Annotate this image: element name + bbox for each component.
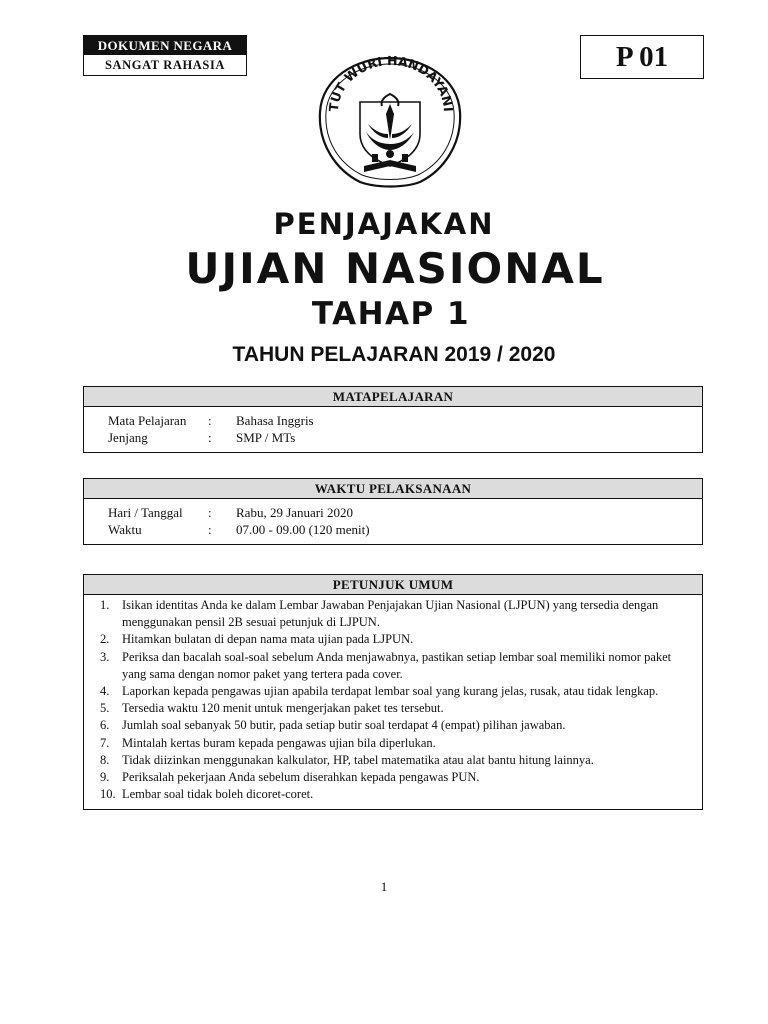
item-number: 1.	[100, 598, 110, 612]
item-number: 6.	[100, 718, 110, 733]
detail-separator: :	[208, 522, 212, 537]
mata-pelajaran-heading: MATAPELAJARAN	[84, 387, 702, 407]
title-ujian-nasional: UJIAN NASIONAL	[185, 244, 605, 293]
item-text: Jumlah soal sebanyak 50 butir, pada setiap butir soal terdapat 4 (empat) pilihan jawaban.	[122, 718, 566, 733]
item-number: 3.	[100, 649, 110, 664]
item-text: Tidak diizinkan menggunakan kalkulator, HP, tabel matematika atau alat bantu hitung lainnya.	[122, 752, 594, 767]
detail-row	[108, 412, 702, 429]
item-text: Mintalah kertas buram kepada pengawas ujian bila diperlukan.	[122, 735, 436, 750]
detail-value: SMP / MTs	[236, 430, 296, 445]
list-item	[92, 631, 690, 648]
item-text: Periksa dan bacalah soal-soal sebelum Anda menjawabnya, pastikan setiap lembar soal memiliki nomor paket yang sama dengan nomor paket yang tertera pada cover.	[122, 649, 672, 681]
detail-label: Mata Pelajaran	[108, 413, 187, 428]
item-number: 10.	[100, 787, 116, 802]
detail-separator: :	[208, 413, 212, 428]
petunjuk-heading: PETUNJUK UMUM	[84, 575, 702, 595]
detail-separator: :	[208, 430, 212, 445]
classification-box	[83, 35, 247, 76]
title-penjajakan: PENJAJAKAN	[273, 207, 495, 241]
instruction-list	[84, 595, 702, 809]
svg-text:TUT WURI HANDAYANI: TUT WURI HANDAYANI	[325, 54, 457, 113]
list-item	[92, 752, 690, 769]
item-text: Laporkan kepada pengawas ujian apabila terdapat lembar soal yang kurang jelas, rusak, atau tidak lengkap.	[122, 684, 659, 699]
item-number: 4.	[100, 684, 110, 699]
waktu-pelaksanaan-panel	[83, 478, 703, 545]
item-number: 5.	[100, 701, 110, 716]
petunjuk-umum-panel	[83, 574, 703, 810]
waktu-details	[84, 499, 702, 544]
detail-row	[108, 521, 702, 538]
page-number: 1	[380, 879, 388, 894]
detail-separator: :	[208, 505, 212, 520]
list-item	[92, 649, 690, 683]
list-item	[92, 786, 690, 803]
item-number: 9.	[100, 770, 110, 785]
item-text: Periksalah pekerjaan Anda sebelum diserahkan kepada pengawas PUN.	[122, 770, 480, 785]
mata-pelajaran-details	[84, 407, 702, 452]
list-item	[92, 597, 690, 631]
detail-value: 07.00 - 09.00 (120 menit)	[236, 522, 370, 537]
detail-value: Rabu, 29 Januari 2020	[236, 505, 353, 520]
mata-pelajaran-panel	[83, 386, 703, 453]
list-item	[92, 700, 690, 717]
detail-label: Jenjang	[108, 430, 148, 445]
classification-line1: DOKUMEN NEGARA	[84, 36, 246, 55]
list-item	[92, 683, 690, 700]
waktu-heading: WAKTU PELAKSANAAN	[84, 479, 702, 499]
item-number: 8.	[100, 752, 110, 767]
detail-label: Waktu	[108, 522, 142, 537]
detail-row	[108, 429, 702, 446]
list-item	[92, 769, 690, 786]
list-item	[92, 735, 690, 752]
item-text: Isikan identitas Anda ke dalam Lembar Jawaban Penjajakan Ujian Nasional (LJPUN) yang tersedia dengan menggunakan pensil 2B sesuai petunjuk di LJPUN.	[122, 598, 659, 630]
item-text: Hitamkan bulatan di depan nama mata ujian pada LJPUN.	[122, 632, 414, 647]
list-item	[92, 717, 690, 734]
item-text: Tersedia waktu 120 menit untuk mengerjakan paket tes tersebut.	[122, 701, 444, 716]
tut-wuri-handayani-icon	[316, 54, 464, 190]
paket-code: P 01	[580, 35, 704, 79]
item-number: 7.	[100, 735, 110, 750]
detail-value: Bahasa Inggris	[236, 413, 314, 428]
title-tahap: TAHAP 1	[311, 296, 471, 332]
title-tahun-pelajaran: TAHUN PELAJARAN 2019 / 2020	[232, 343, 556, 366]
item-text: Lembar soal tidak boleh dicoret-coret.	[122, 787, 314, 802]
item-number: 2.	[100, 632, 110, 647]
detail-row	[108, 504, 702, 521]
classification-line2: SANGAT RAHASIA	[104, 58, 226, 72]
detail-label: Hari / Tanggal	[108, 505, 183, 520]
